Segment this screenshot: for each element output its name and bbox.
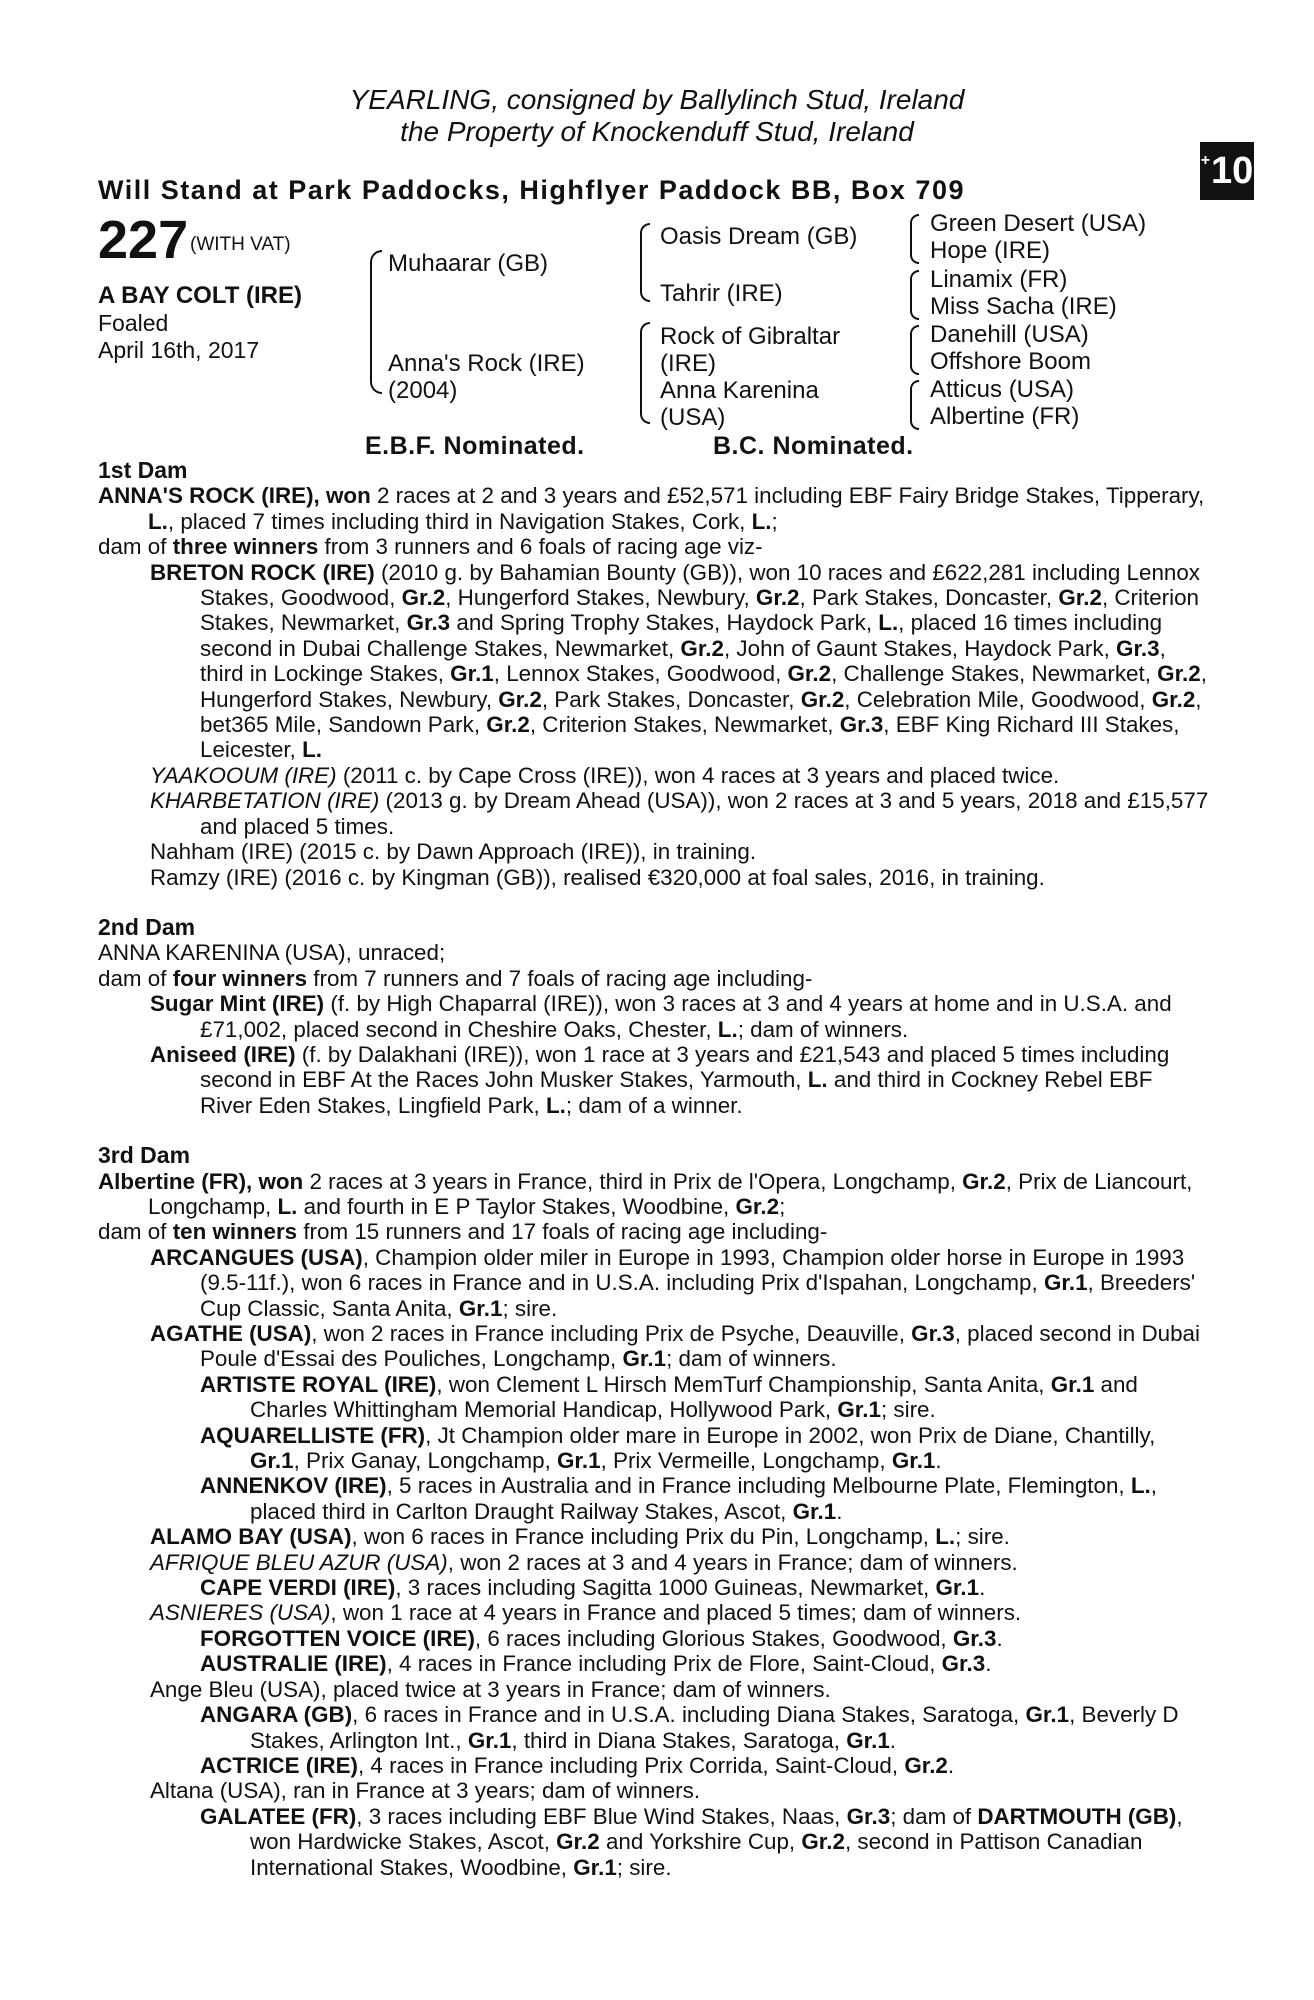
pedigree-sire: Muhaarar (GB) xyxy=(388,250,549,277)
pedigree-dam-sire-2: (IRE) xyxy=(660,350,716,377)
pedigree-dam-year: (2004) xyxy=(388,377,458,404)
pedigree-dam-dam-2: (USA) xyxy=(660,404,726,431)
pedigree-dam-sire: Rock of Gibraltar xyxy=(660,323,841,350)
produce-actrice: ACTRICE (IRE), 4 races in France including Prix Corrida, Saint-Cloud, Gr.2. xyxy=(200,1752,955,1778)
produce-asnieres: ASNIERES (USA), won 1 race at 4 years in France and placed 5 times; dam of winners. xyxy=(150,1600,1022,1626)
produce-afrique-bleu-azur: AFRIQUE BLEU AZUR (USA), won 2 races at 3 and 4 years in France; dam of winners. xyxy=(150,1549,1018,1575)
produce-galatee: GALATEE (FR), 3 races including EBF Blue Wind Stakes, Naas, Gr.3; dam of DARTMOUTH (GB), won Hardwicke Stakes, Ascot, Gr.2 and Yorkshire Cup, Gr.2, second in Pattison Canadian International Stakes, Woodbine, Gr.1; sire. xyxy=(200,1803,1183,1880)
produce-record xyxy=(98,458,1210,1880)
pedigree-sds: Linamix (FR) xyxy=(930,266,1068,293)
foaled-label: Foaled xyxy=(98,310,169,336)
pedigree-ddd: Albertine (FR) xyxy=(930,403,1080,430)
brace-col3b xyxy=(910,270,919,320)
produce-aniseed: Aniseed (IRE) (f. by Dalakhani (IRE)), won 1 race at 3 years and £21,543 and placed 5 times including second in EBF At the Races John Musker Stakes, Yarmouth, L. and third in Cockney Rebel EBF River Eden Stakes, Lingfield Park, L.; dam of a winner. xyxy=(150,1041,1170,1118)
produce-arcangues: ARCANGUES (USA), Champion older miler in Europe in 1993, Champion older horse in Europe in 1993 (9.5-11f.), won 6 races in France and in U.S.A. including Prix d'Ispahan, Longchamp, Gr.1, Breeders' Cup Classic, Santa Anita, Gr.1; sire. xyxy=(150,1244,1196,1321)
produce-angara: ANGARA (GB), 6 races in France and in U.S.A. including Diana Stakes, Saratoga, Gr.1, Beverly D Stakes, Arlington Int., Gr.1, third in Diana Stakes, Saratoga, Gr.1. xyxy=(200,1702,1179,1753)
pedigree-sire-dam: Tahrir (IRE) xyxy=(660,280,783,307)
lot-number: 227 xyxy=(98,210,189,270)
first-dam-entry: ANNA'S ROCK (IRE), won 2 races at 2 and 3 years and £52,571 including EBF Fairy Bridge Stakes, Tipperary, L., placed 7 times including third in Navigation Stakes, Cork, L.; xyxy=(98,483,1205,534)
ebf-nominated: E.B.F. Nominated. xyxy=(365,432,585,460)
pedigree-dds: Atticus (USA) xyxy=(930,376,1075,403)
badge-plus: + xyxy=(1200,152,1211,169)
produce-alamo-bay: ALAMO BAY (USA), won 6 races in France including Prix du Pin, Longchamp, L.; sire. xyxy=(150,1524,1010,1550)
lot-name: A BAY COLT (IRE) xyxy=(98,282,303,309)
second-dam-entry: ANNA KARENINA (USA), unraced; xyxy=(98,940,446,966)
pedigree-dsd: Offshore Boom xyxy=(930,348,1091,375)
pedigree-sdd: Miss Sacha (IRE) xyxy=(930,293,1117,320)
bc-nominated: B.C. Nominated. xyxy=(713,432,914,460)
second-dam-heading: 2nd Dam xyxy=(98,913,196,940)
pedigree-sire-sire: Oasis Dream (GB) xyxy=(660,223,858,250)
third-dam-entry: Albertine (FR), won 2 races at 3 years in France, third in Prix de l'Opera, Longchamp, Gr.2, Prix de Liancourt, Longchamp, L. and fourth in E P Taylor Stakes, Woodbine, Gr.2; xyxy=(98,1168,1193,1219)
property-line: the Property of Knockenduff Stud, Ireland xyxy=(400,116,914,147)
consignor-line: YEARLING, consigned by Ballylinch Stud, Ireland xyxy=(349,84,965,115)
first-dam-summary: dam of three winners from 3 runners and 6 foals of racing age viz- xyxy=(98,534,763,560)
produce-ange-bleu: Ange Bleu (USA), placed twice at 3 years in France; dam of winners. xyxy=(150,1676,831,1702)
produce-kharbetation: KHARBETATION (IRE) (2013 g. by Dream Ahead (USA)), won 2 races at 3 and 5 years, 2018 and £15,577 and placed 5 times. xyxy=(150,788,1209,839)
pedigree-dam: Anna's Rock (IRE) xyxy=(388,350,585,377)
produce-aquarelliste: AQUARELLISTE (FR), Jt Champion older mare in Europe in 2002, won Prix de Diane, Chantilly, Gr.1, Prix Ganay, Longchamp, Gr.1, Prix Vermeille, Longchamp, Gr.1. xyxy=(200,1422,1156,1474)
foaled-date: April 16th, 2017 xyxy=(98,337,260,363)
brace-col3a xyxy=(910,214,919,264)
produce-nahham: Nahham (IRE) (2015 c. by Dawn Approach (IRE)), in training. xyxy=(150,839,757,865)
day-badge xyxy=(1200,142,1254,200)
produce-artiste-royal: ARTISTE ROYAL (IRE), won Clement L Hirsch MemTurf Championship, Santa Anita, Gr.1 and Charles Whittingham Memorial Handicap, Hollywood Park, Gr.1; sire. xyxy=(200,1371,1138,1423)
produce-breton-rock: BRETON ROCK (IRE) (2010 g. by Bahamian Bounty (GB)), won 10 races and £622,281 including Lennox Stakes, Goodwood, Gr.2, Hungerford Stakes, Newbury, Gr.2, Park Stakes, Doncaster, Gr.2, Criterion Stakes, Newmarket, Gr.3 and Spring Trophy Stakes, Haydock Park, L., placed 16 times including second in Dubai Challenge Stakes, Newmarket, Gr.2, John of Gaunt Stakes, Haydock Park, Gr.3, third in Lockinge Stakes, Gr.1, Lennox Stakes, Goodwood, Gr.2, Challenge Stakes, Newmarket, Gr.2, Hungerford Stakes, Newbury, Gr.2, Park Stakes, Doncaster, Gr.2, Celebration Mile, Goodwood, Gr.2, bet365 Mile, Sandown Park, Gr.2, Criterion Stakes, Newmarket, Gr.3, EBF King Richard III Stakes, Leicester, L. xyxy=(150,559,1207,763)
produce-ramzy: Ramzy (IRE) (2016 c. by Kingman (GB)), realised €320,000 at foal sales, 2016, in training. xyxy=(150,864,1045,890)
third-dam-summary: dam of ten winners from 15 runners and 17 foals of racing age including- xyxy=(98,1219,828,1245)
brace-col3c xyxy=(910,325,919,375)
stand-location: Will Stand at Park Paddocks, Highflyer Paddock BB, Box 709 xyxy=(98,175,965,205)
second-dam-summary: dam of four winners from 7 runners and 7 foals of racing age including- xyxy=(98,965,813,991)
brace-col2b xyxy=(640,322,650,424)
pedigree-ssd: Hope (IRE) xyxy=(930,237,1051,264)
brace-col1 xyxy=(370,250,382,394)
produce-annenkov: ANNENKOV (IRE), 5 races in Australia and in France including Melbourne Plate, Flemington, L., placed third in Carlton Draught Railway Stakes, Ascot, Gr.1. xyxy=(200,1473,1158,1524)
first-dam-heading: 1st Dam xyxy=(98,457,188,483)
brace-col2a xyxy=(640,223,650,302)
pedigree-dam-dam: Anna Karenina xyxy=(660,377,819,404)
pedigree-sss: Green Desert (USA) xyxy=(930,210,1147,237)
produce-agathe: AGATHE (USA), won 2 races in France including Prix de Psyche, Deauville, Gr.3, placed second in Dubai Poule d'Essai des Pouliches, Longchamp, Gr.1; dam of winners. xyxy=(150,1321,1200,1372)
produce-cape-verdi: CAPE VERDI (IRE), 3 races including Sagitta 1000 Guineas, Newmarket, Gr.1. xyxy=(200,1575,986,1601)
lot-vat: (WITH VAT) xyxy=(190,234,291,255)
produce-forgotten-voice: FORGOTTEN VOICE (IRE), 6 races including Glorious Stakes, Goodwood, Gr.3. xyxy=(200,1625,1003,1651)
pedigree-dss: Danehill (USA) xyxy=(930,321,1089,348)
brace-col3d xyxy=(910,380,919,430)
produce-sugar-mint: Sugar Mint (IRE) (f. by High Chaparral (IRE)), won 3 races at 3 and 4 years at home and in U.S.A. and £71,002, placed second in Cheshire Oaks, Chester, L.; dam of winners. xyxy=(150,991,1172,1042)
produce-australie: AUSTRALIE (IRE), 4 races in France including Prix de Flore, Saint-Cloud, Gr.3. xyxy=(200,1651,992,1677)
third-dam-heading: 3rd Dam xyxy=(98,1142,191,1169)
badge-number: 10 xyxy=(1211,149,1254,192)
produce-yaakooum: YAAKOOUM (IRE) (2011 c. by Cape Cross (IRE)), won 4 races at 3 years and placed twice. xyxy=(150,762,1060,788)
produce-altana: Altana (USA), ran in France at 3 years; dam of winners. xyxy=(150,1778,701,1804)
